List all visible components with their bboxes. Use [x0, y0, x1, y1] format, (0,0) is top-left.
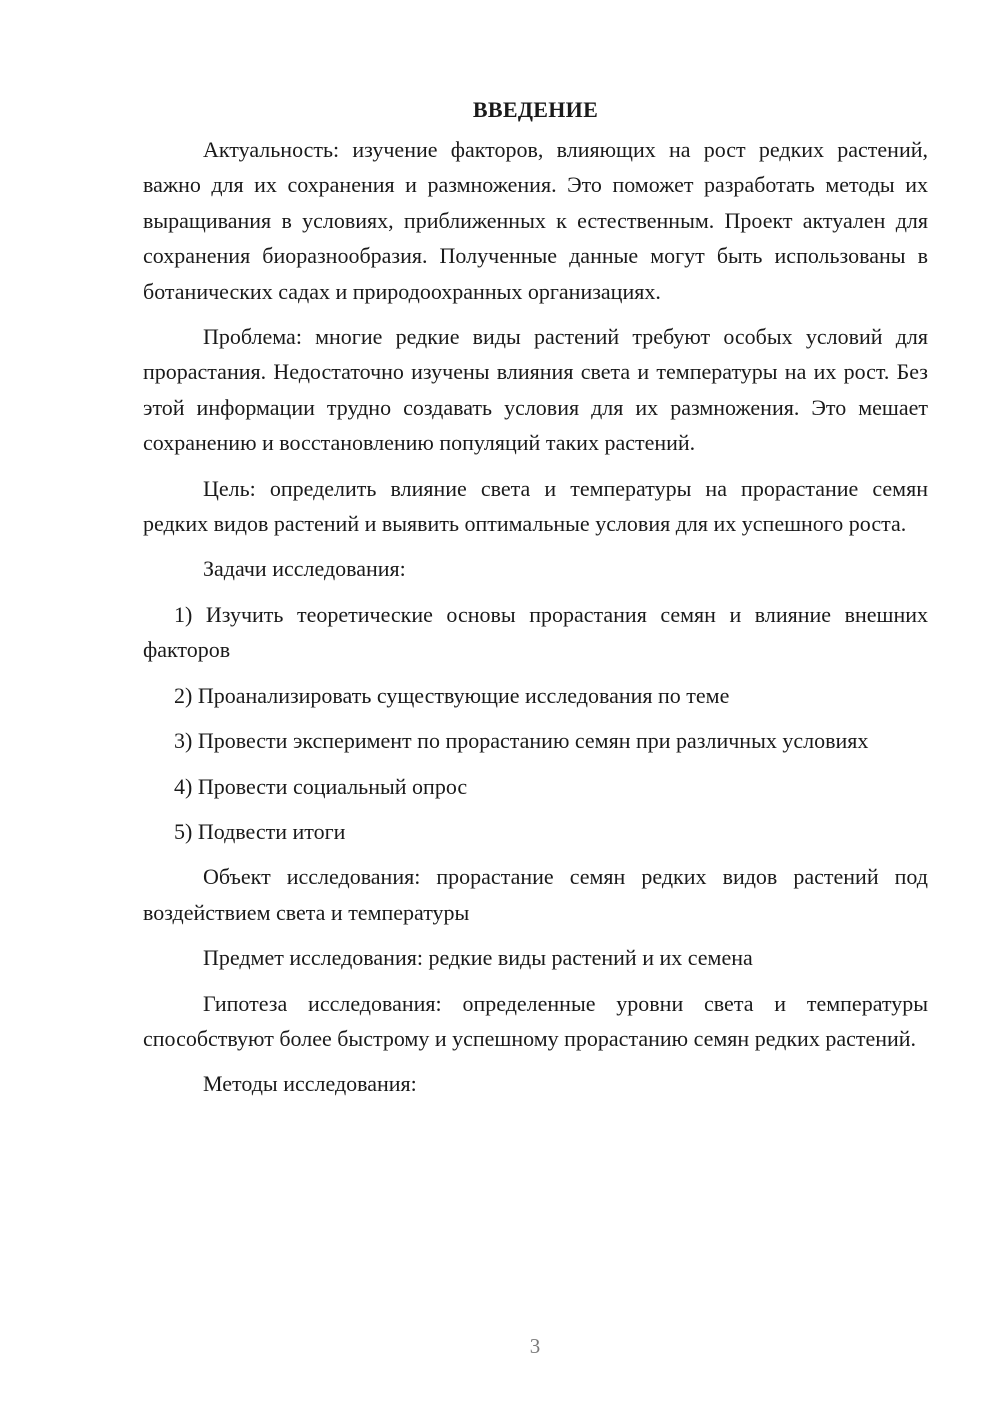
paragraph-relevance: Актуальность: изучение факторов, влияющих на рост редких растений, важно для их сохранения и размножения. Это поможет разработать методы их выращивания в условиях, приближенных к естественным. Проект актуален для сохранения биоразнообразия. Полученные данные могут быть использованы в ботанических садах и природоохранных организациях. [143, 137, 928, 304]
task-item-3: 3) Провести эксперимент по прорастанию семян при различных условиях [174, 728, 869, 754]
paragraph-object: Объект исследования: прорастание семян редких видов растений под воздействием света и температуры [143, 864, 928, 925]
paragraph-tasks-heading: Задачи исследования: [203, 556, 406, 582]
paragraph-methods: Методы исследования: [203, 1071, 417, 1097]
task-item-5: 5) Подвести итоги [174, 818, 346, 844]
page-content [143, 92, 928, 1112]
task-item-4: 4) Провести социальный опрос [174, 773, 468, 799]
paragraph-subject: Предмет исследования: редкие виды растений и их семена [203, 945, 753, 971]
section-title: ВВЕДЕНИЕ [472, 97, 599, 122]
task-item-1: 1) Изучить теоретические основы прорастания семян и влияние внешних факторов [143, 601, 928, 663]
page-number: 3 [529, 1334, 541, 1358]
task-item-2: 2) Проанализировать существующие исследования по теме [174, 682, 730, 708]
paragraph-goal: Цель: определить влияние света и температуры на прорастание семян редких видов растений и выявить оптимальные условия для их успешного роста. [143, 475, 928, 537]
paragraph-problem: Проблема: многие редкие виды растений требуют особых условий для прорастания. Недостаточно изучены влияния света и температуры на их рост. Без этой информации трудно создавать условия для их размножения. Это мешает сохранению и восстановлению популяций таких растений. [143, 324, 928, 456]
paragraph-hypothesis: Гипотеза исследования: определенные уровни света и температуры способствуют более быстрому и успешному прорастанию семян редких растений. [143, 990, 928, 1051]
